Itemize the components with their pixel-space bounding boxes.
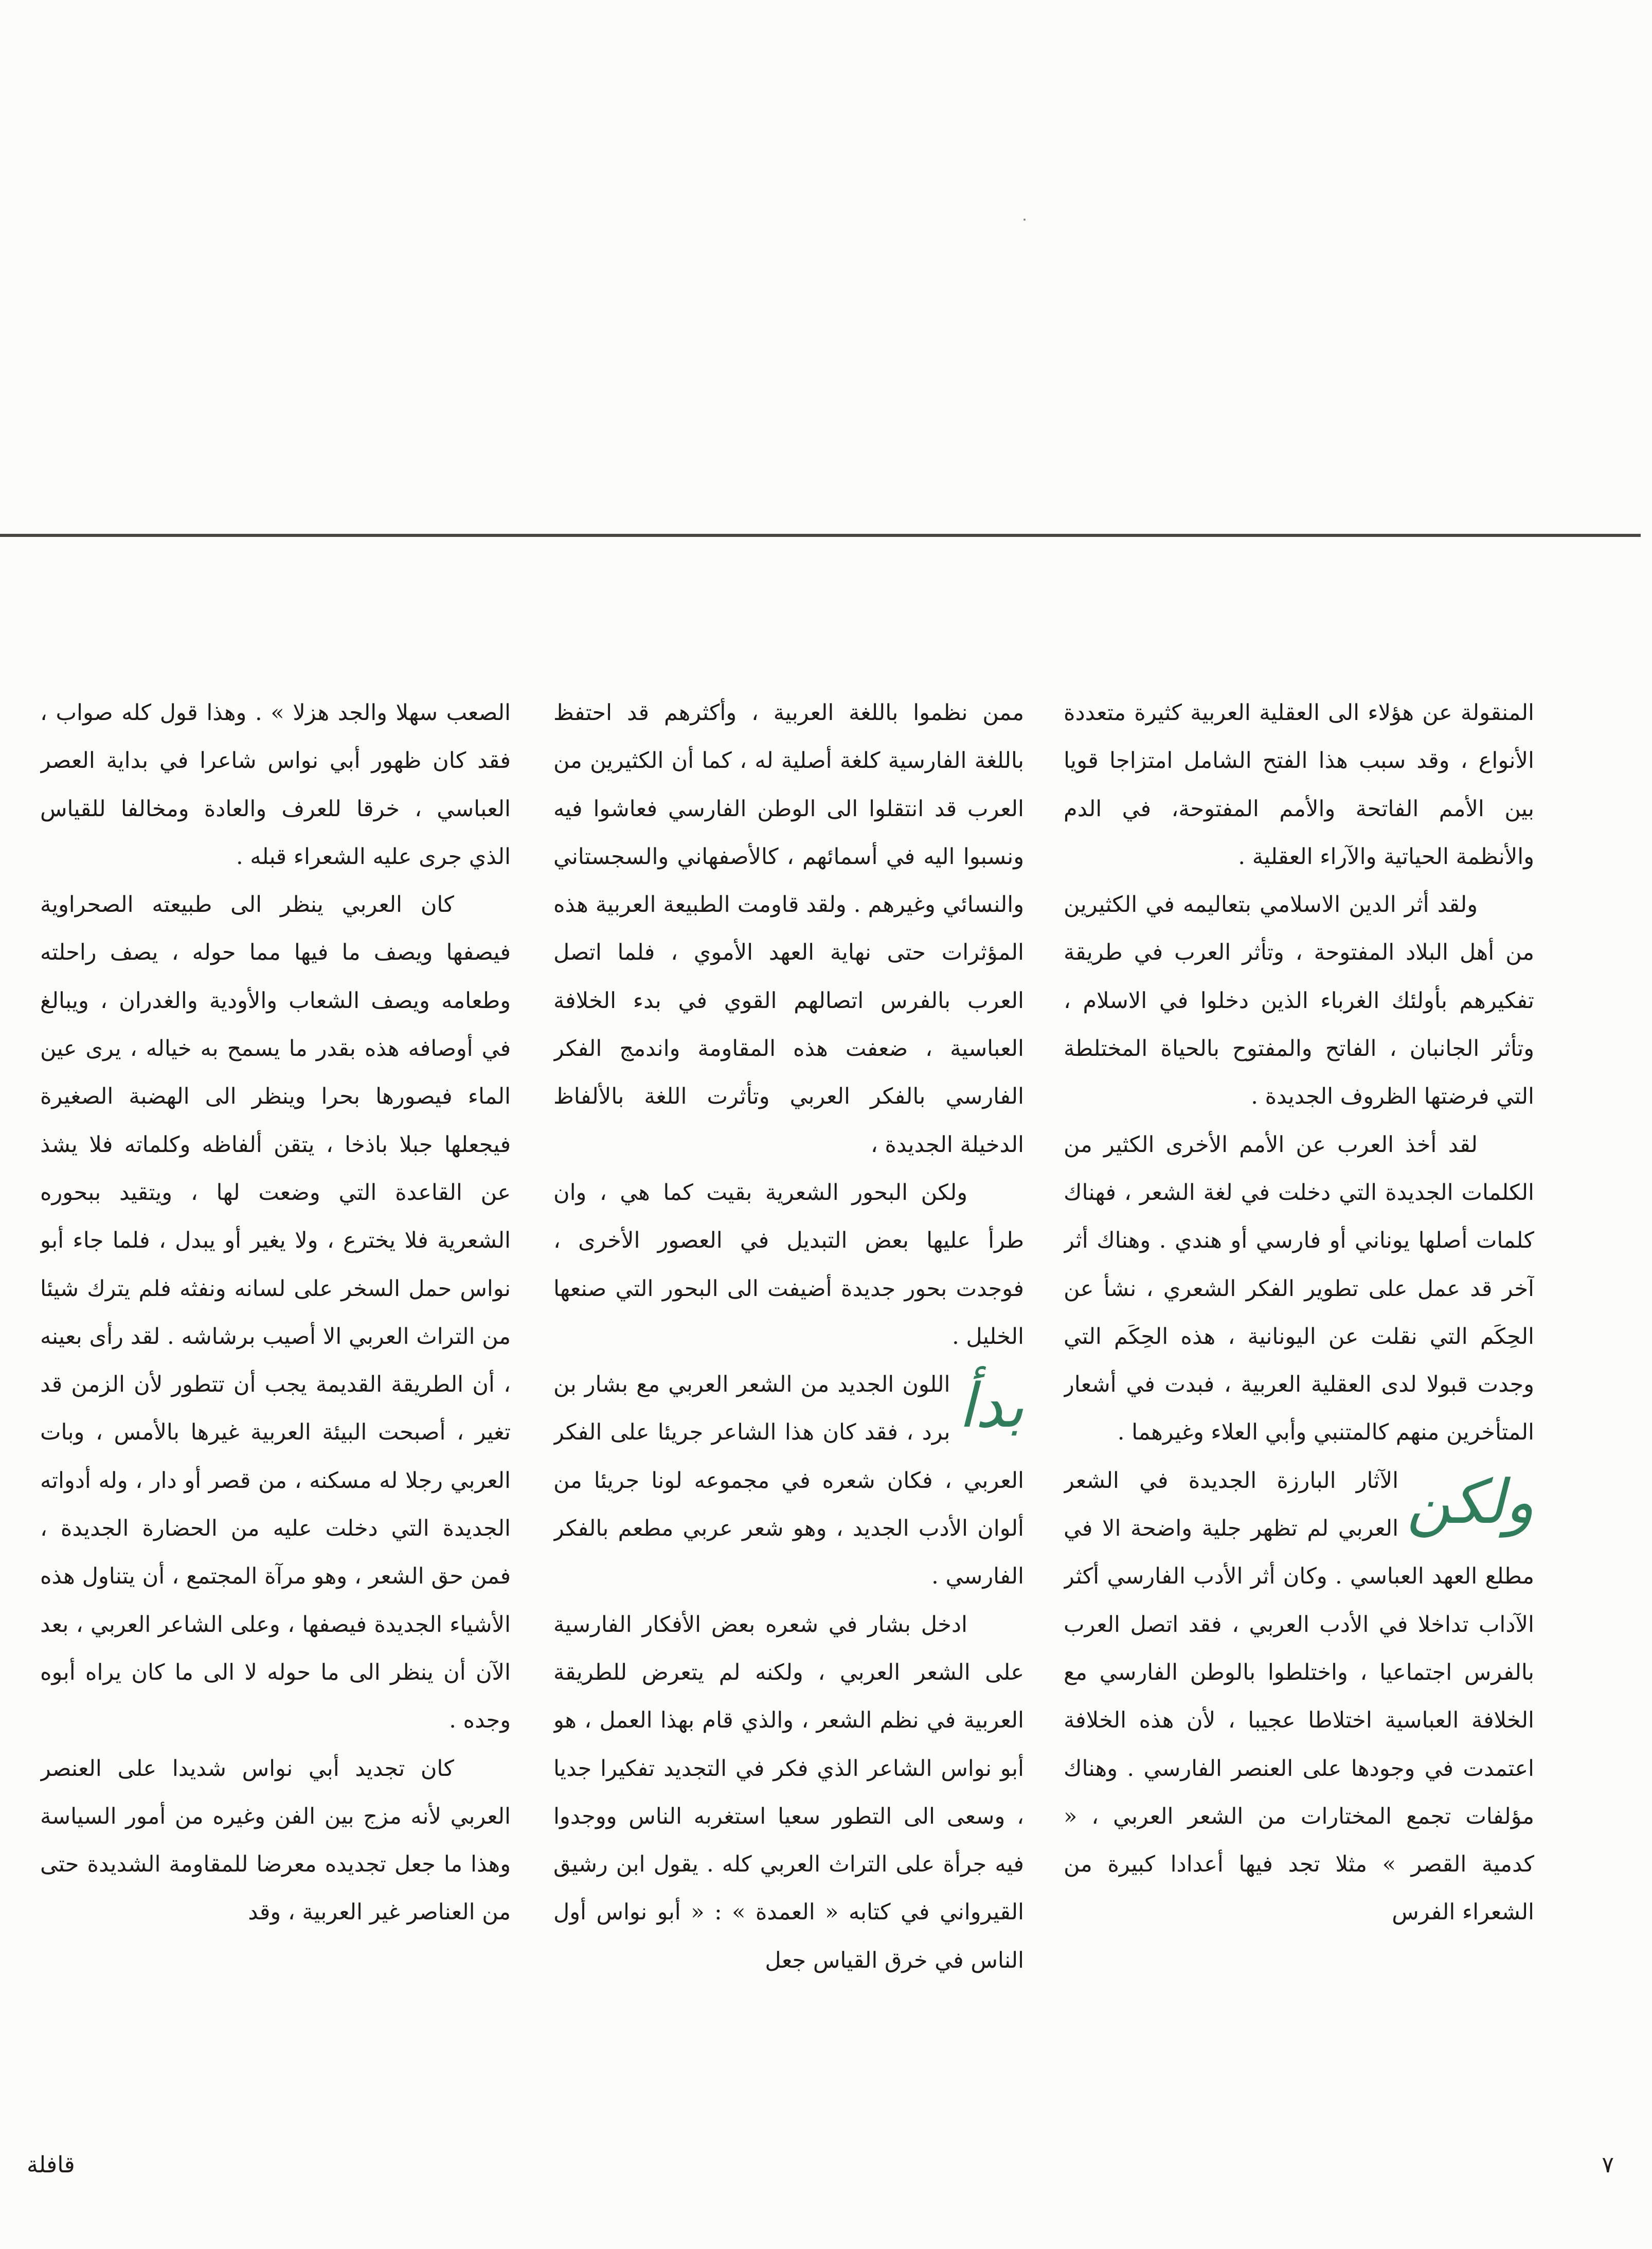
paragraph: كان العربي ينظر الى طبيعته الصحراوية فيصفها ويصف ما فيها مما حوله ، يصف راحلته وطعامه ويصف الشعاب والأودية والغدران ، ويبالغ في أوصافه هذه بقدر ما يسمح به خياله ، يرى عين الماء فيصورها بحرا وينظر الى الهضبة الصغيرة فيجعلها جبلا باذخا ، يتقن ألفاظه وكلماته فلا يشذ عن القاعدة التي وضعت لها ، ويتقيد ببحوره الشعرية فلا يخترع ، ولا يغير أو يبدل ، فلما جاء أبو نواس حمل السخر على لسانه ونفثه فلم يترك شيئا من التراث العربي الا أصيب برشاشه . لقد رأى بعينه ، أن الطريقة القديمة يجب أن تتطور لأن الزمن قد تغير ، أصبحت البيئة العربية غيرها بالأمس ، وبات العربي رجلا له مسكنه ، من قصر أو دار ، وله أدواته الجديدة التي دخلت عليه من الحضارة الجديدة ، فمن حق الشعر ، وهو مرآة المجتمع ، أن يتناول هذه الأشياء الجديدة فيصفها ، وعلى الشاعر العربي ، بعد الآن أن ينظر الى ما حوله لا الى ما كان يراه أبوه وجده . <box>40 892 511 1734</box>
page-number: ٧ <box>1602 2152 1614 2178</box>
text-column-left <box>40 689 511 2103</box>
text-column-right <box>1064 689 1534 2103</box>
paper-speck <box>1023 219 1026 221</box>
paragraph: كان تجديد أبي نواس شديدا على العنصر العربي لأنه مزج بين الفن وغيره من أمور السياسة وهذا ما جعل تجديده معرضا للمقاومة الشديدة حتى من العناصر غير العربية ، وقد <box>40 1755 511 1926</box>
paragraph: ولقد أثر الدين الاسلامي بتعاليمه في الكثيرين من أهل البلاد المفتوحة ، وتأثر العرب في طريقة تفكيرهم بأولئك الغرباء الذين دخلوا في الاسلام ، وتأثر الجانبان ، الفاتح والمفتوح بالحياة المختلطة التي فرضتها الظروف الجديدة . <box>1064 892 1534 1110</box>
dropcap-word: بدأ <box>958 1370 1024 1442</box>
paragraph-with-dropcap <box>553 1361 1024 1600</box>
paragraph: لقد أخذ العرب عن الأمم الأخرى الكثير من الكلمات الجديدة التي دخلت في لغة الشعر ، فهناك كلمات أصلها يوناني أو فارسي أو هندي . وهناك أثر آخر قد عمل على تطوير الفكر الشعري ، نشأ عن الحِكَم التي نقلت عن اليونانية ، هذه الحِكَم التي وجدت قبولا لدى العقلية العربية ، فبدت في أشعار المتأخرين منهم كالمتنبي وأبي العلاء وغيرهما . <box>1064 1131 1534 1446</box>
paragraph: ادخل بشار في شعره بعض الأفكار الفارسية على الشعر العربي ، ولكنه لم يتعرض للطريقة العربية في نظم الشعر ، والذي قام بهذا العمل ، هو أبو نواس الشاعر الذي فكر في التجديد تفكيرا جديا ، وسعى الى التطور سعيا استغربه الناس ووجدوا فيه جرأة على التراث العربي كله . يقول ابن رشيق القيرواني في كتابه « العمدة » : « أبو نواس أول الناس في خرق القياس جعل <box>553 1611 1024 1973</box>
text-column-middle <box>553 689 1024 2103</box>
dropcap-word: ولكن <box>1407 1466 1534 1537</box>
paragraph: ولكن البحور الشعرية بقيت كما هي ، وان طرأ عليها بعض التبديل في العصور الأخرى ، فوجدت بحور جديدة أضيفت الى البحور التي صنعها الخليل . <box>553 1179 1024 1350</box>
paragraph: الصعب سهلا والجد هزلا » . وهذا قول كله صواب ، فقد كان ظهور أبي نواس شاعرا في بداية العصر العباسي ، خرقا للعرف والعادة ومخالفا للقياس الذي جرى عليه الشعراء قبله . <box>40 700 511 870</box>
paragraph: ممن نظموا باللغة العربية ، وأكثرهم قد احتفظ باللغة الفارسية كلغة أصلية له ، كما أن الكثيرين من العرب قد انتقلوا الى الوطن الفارسي فعاشوا فيه ونسبوا اليه في أسمائهم ، كالأصفهاني والسجستاني والنسائي وغيرهم . ولقد قاومت الطبيعة العربية هذه المؤثرات حتى نهاية العهد الأموي ، فلما اتصل العرب بالفرس اتصالهم القوي في بدء الخلافة العباسية ، ضعفت هذه المقاومة واندمج الفكر الفارسي بالفكر العربي وتأثرت اللغة بالألفاظ الدخيلة الجديدة ، <box>553 700 1024 1158</box>
horizontal-rule <box>0 534 1641 537</box>
paragraph: المنقولة عن هؤلاء الى العقلية العربية كثيرة متعددة الأنواع ، وقد سبب هذا الفتح الشامل امتزاجا قويا بين الأمم الفاتحة والأمم المفتوحة، في الدم والأنظمة الحياتية والآراء العقلية . <box>1064 700 1534 870</box>
paragraph-text: اللون الجديد من الشعر العربي مع بشار بن برد ، فقد كان هذا الشاعر جريئا على الفكر العربي ، فكان شعره في مجموعه لونا جريئا من ألوان الأدب الجديد ، وهو شعر عربي مطعم بالفكر الفارسي . <box>553 1372 1024 1590</box>
paragraph-with-dropcap <box>1064 1457 1534 1937</box>
paragraph-text: الآثار البارزة الجديدة في الشعر العربي لم تظهر جلية واضحة الا في مطلع العهد العباسي . وكان أثر الأدب الفارسي أكثر الآداب تداخلا في الأدب العربي ، فقد اتصل العرب بالفرس اجتماعيا ، واختلطوا بالوطن الفارسي مع الخلافة العباسية اختلاطا عجيبا ، لأن هذه الخلافة اعتمدت في وجودها على العنصر الفارسي . وهناك مؤلفات تجمع المختارات من الشعر العربي ، « كدمية القصر » مثلا تجد فيها أعدادا كبيرة من الشعراء الفرس <box>1064 1467 1534 1926</box>
magazine-name: قافلة <box>27 2152 75 2178</box>
